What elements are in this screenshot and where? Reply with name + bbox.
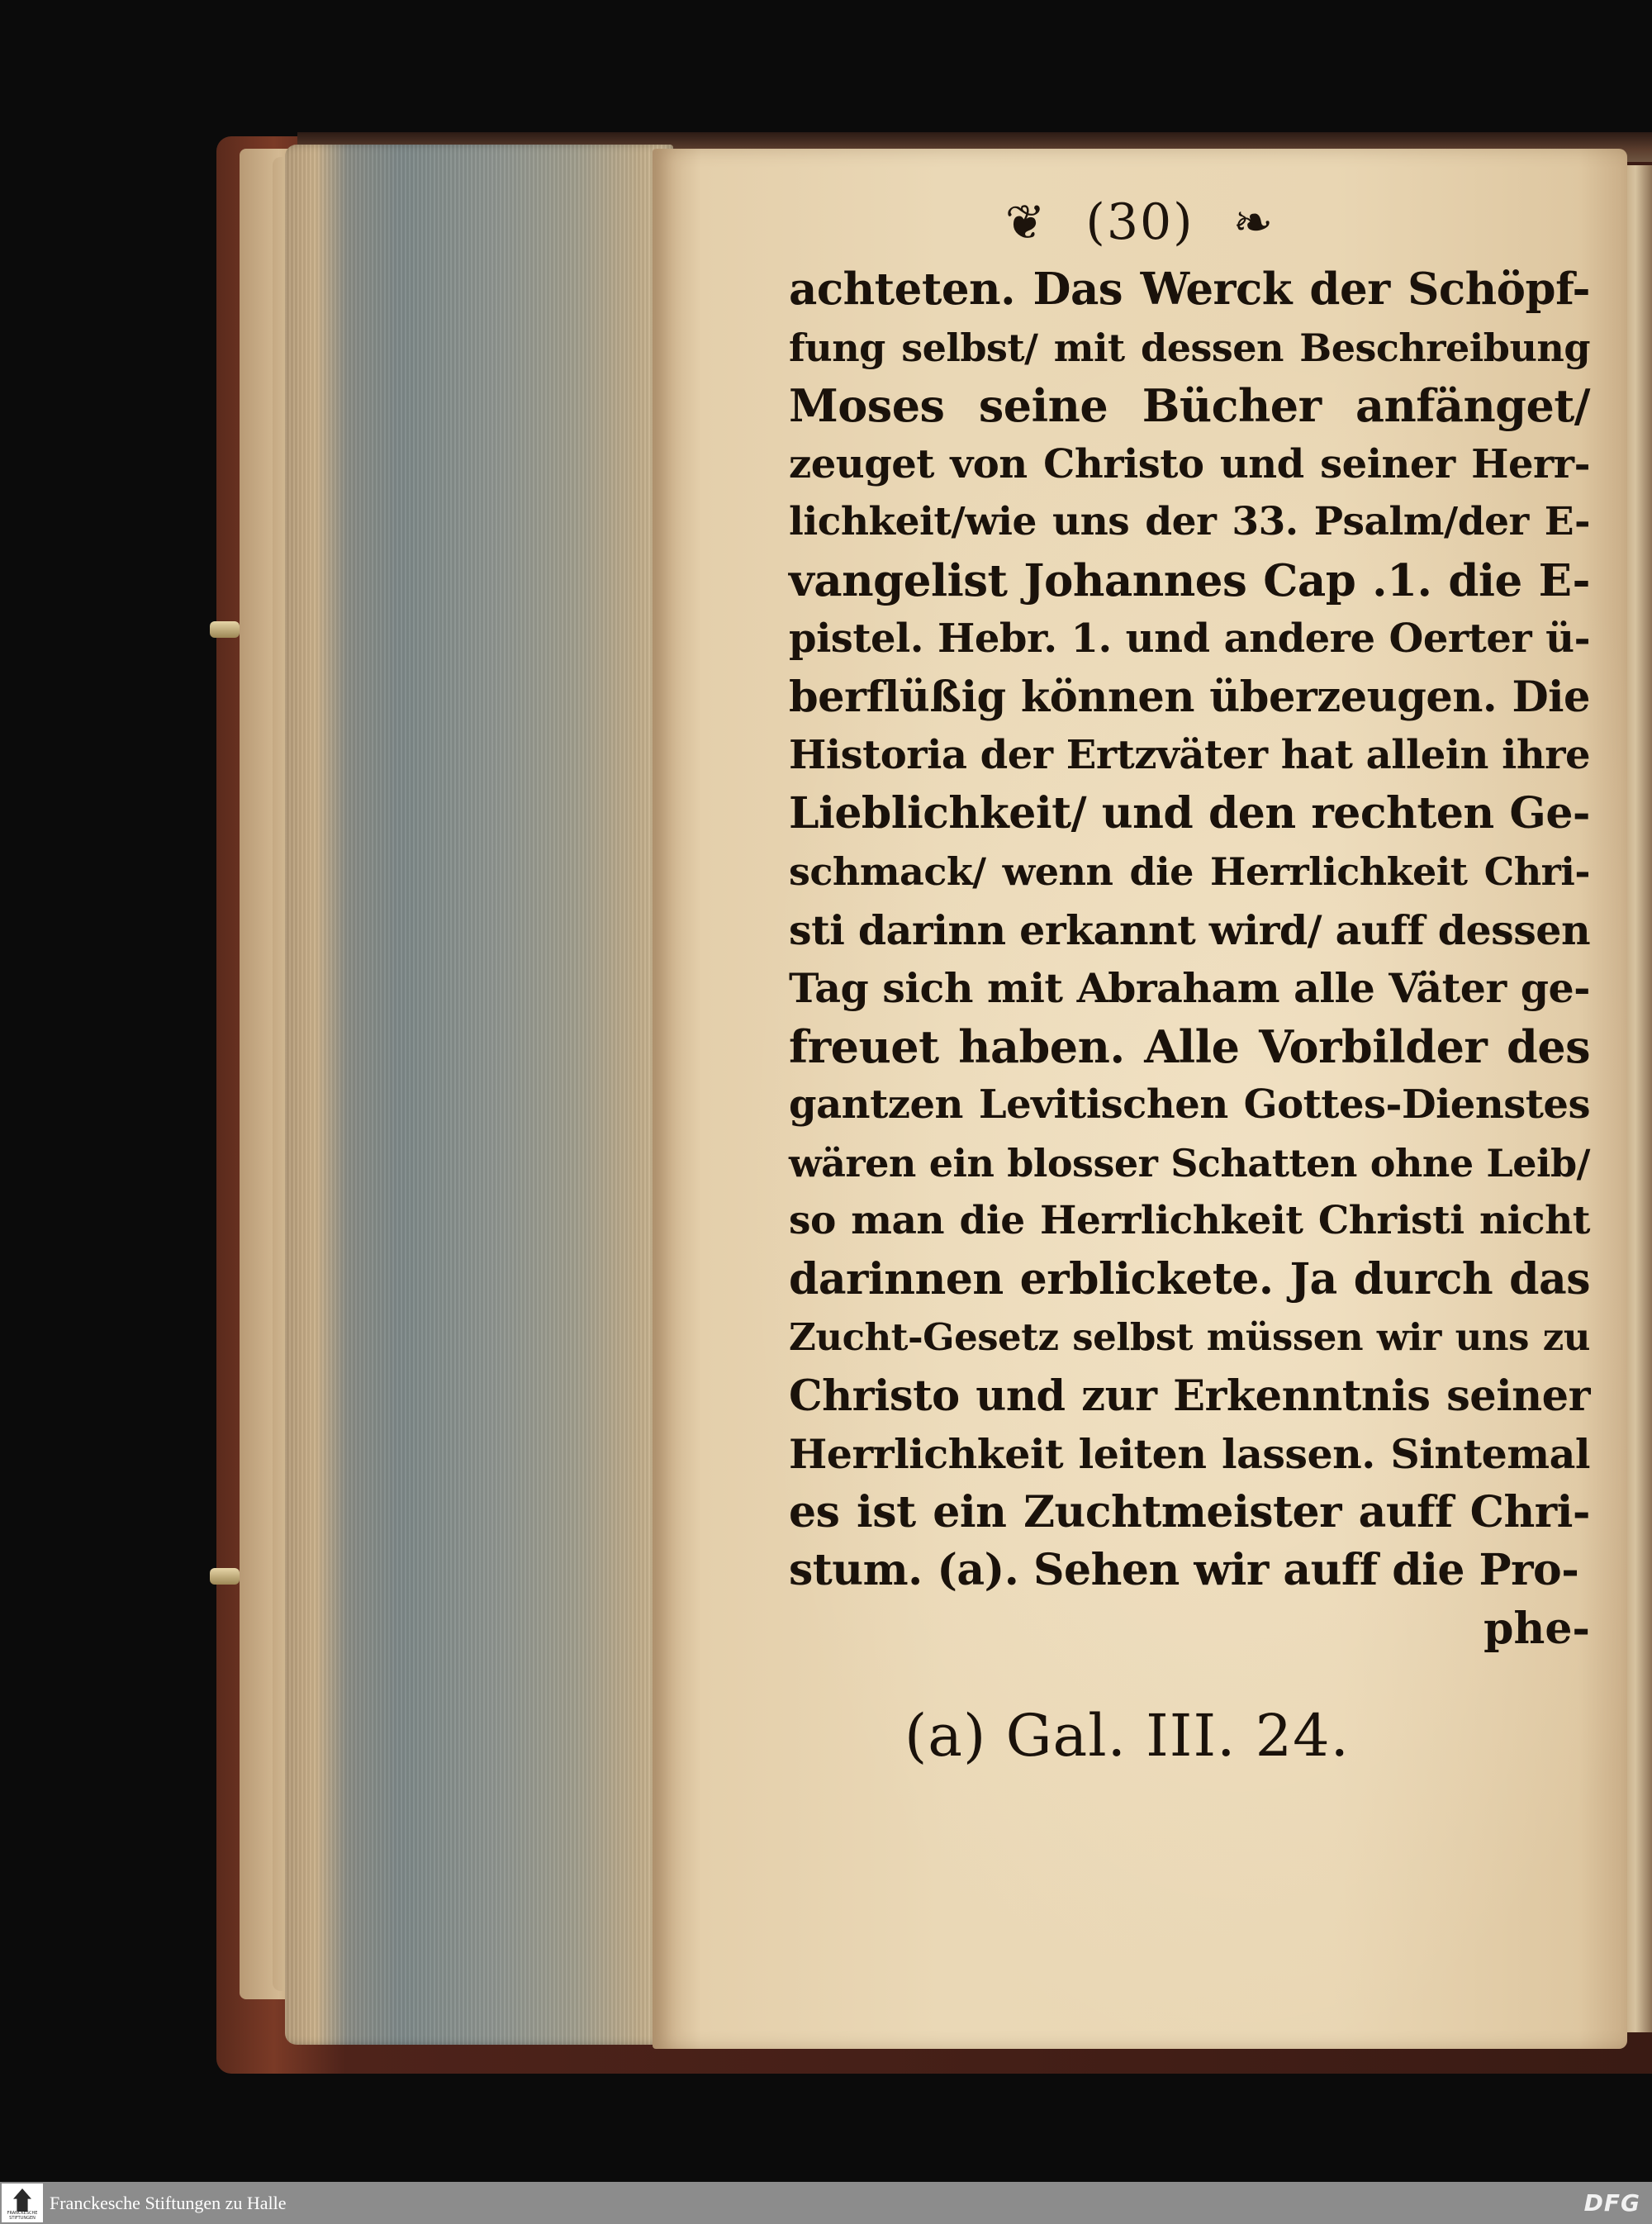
text-line: so man die Herrlichkeit Christi nicht xyxy=(789,1198,1590,1243)
institution-name: Franckesche Stiftungen zu Halle xyxy=(50,2193,287,2213)
printed-page xyxy=(653,149,1627,2049)
text-line: fung selbst/ mit dessen Beschreibung xyxy=(789,325,1590,370)
page-header xyxy=(653,190,1627,251)
text-line: es ist ein Zuchtmeister auff Chri- xyxy=(789,1486,1590,1537)
clasp-pin-lower xyxy=(210,1568,240,1585)
text-line: wären ein blosser Schatten ohne Leib/ xyxy=(789,1140,1590,1186)
text-line: lichkeit/wie uns der 33. Psalm/der E- xyxy=(789,499,1590,544)
text-line: pistel. Hebr. 1. und andere Oerter ü- xyxy=(789,615,1590,662)
dfg-logo[interactable]: DFG xyxy=(1583,2189,1640,2217)
text-line: sti darinn erkannt wird/ auff dessen xyxy=(789,905,1591,954)
text-line: Lieblichkeit/ und den rechten Ge- xyxy=(789,787,1590,839)
text-line: darinnen erblickete. Ja durch das xyxy=(789,1253,1590,1304)
text-line: zeuget von Christo und seiner Herr- xyxy=(789,440,1590,487)
building-icon xyxy=(13,2188,31,2212)
footnote: (a) Gal. III. 24. xyxy=(904,1702,1350,1770)
page-edges-block xyxy=(285,145,673,2045)
text-line: Historia der Ertzväter hat allein ihre xyxy=(789,732,1591,778)
text-line: Tag sich mit Abraham alle Väter ge- xyxy=(789,964,1590,1012)
ornament-left-icon: ❦ xyxy=(1004,194,1047,251)
text-line: Moses seine Bücher anfänget/ xyxy=(789,379,1590,432)
text-line: vangelist Johannes Cap .1. die E- xyxy=(789,554,1590,606)
text-line: freuet haben. Alle Vorbilder des xyxy=(789,1019,1590,1073)
logo-caption: FRANCKESCHE STIFTUNGEN xyxy=(7,2211,38,2221)
text-line: Herrlichkeit leiten lassen. Sintemal xyxy=(789,1430,1590,1478)
catchword: phe- xyxy=(1483,1603,1590,1654)
text-line: schmack/ wenn die Herrlichkeit Chri- xyxy=(789,849,1590,894)
body-text xyxy=(789,260,1590,1658)
text-line: berflüßig können überzeugen. Die xyxy=(789,672,1590,722)
text-line: gantzen Levitischen Gottes-Dienstes xyxy=(789,1081,1590,1128)
text-line: Zucht-Gesetz selbst müssen wir uns zu xyxy=(789,1315,1590,1359)
text-line: achteten. Das Werck der Schöpf- xyxy=(789,264,1590,315)
text-line: stum. (a). Sehen wir auff die Pro- xyxy=(789,1545,1579,1595)
clasp-pin-upper xyxy=(210,621,240,638)
institution-logo[interactable] xyxy=(2,2184,43,2222)
ornament-right-icon: ❧ xyxy=(1232,194,1275,251)
page-number: (30) xyxy=(1085,193,1194,252)
footer-bar xyxy=(0,2182,1652,2224)
text-line: Christo und zur Erkenntnis seiner xyxy=(789,1371,1590,1421)
